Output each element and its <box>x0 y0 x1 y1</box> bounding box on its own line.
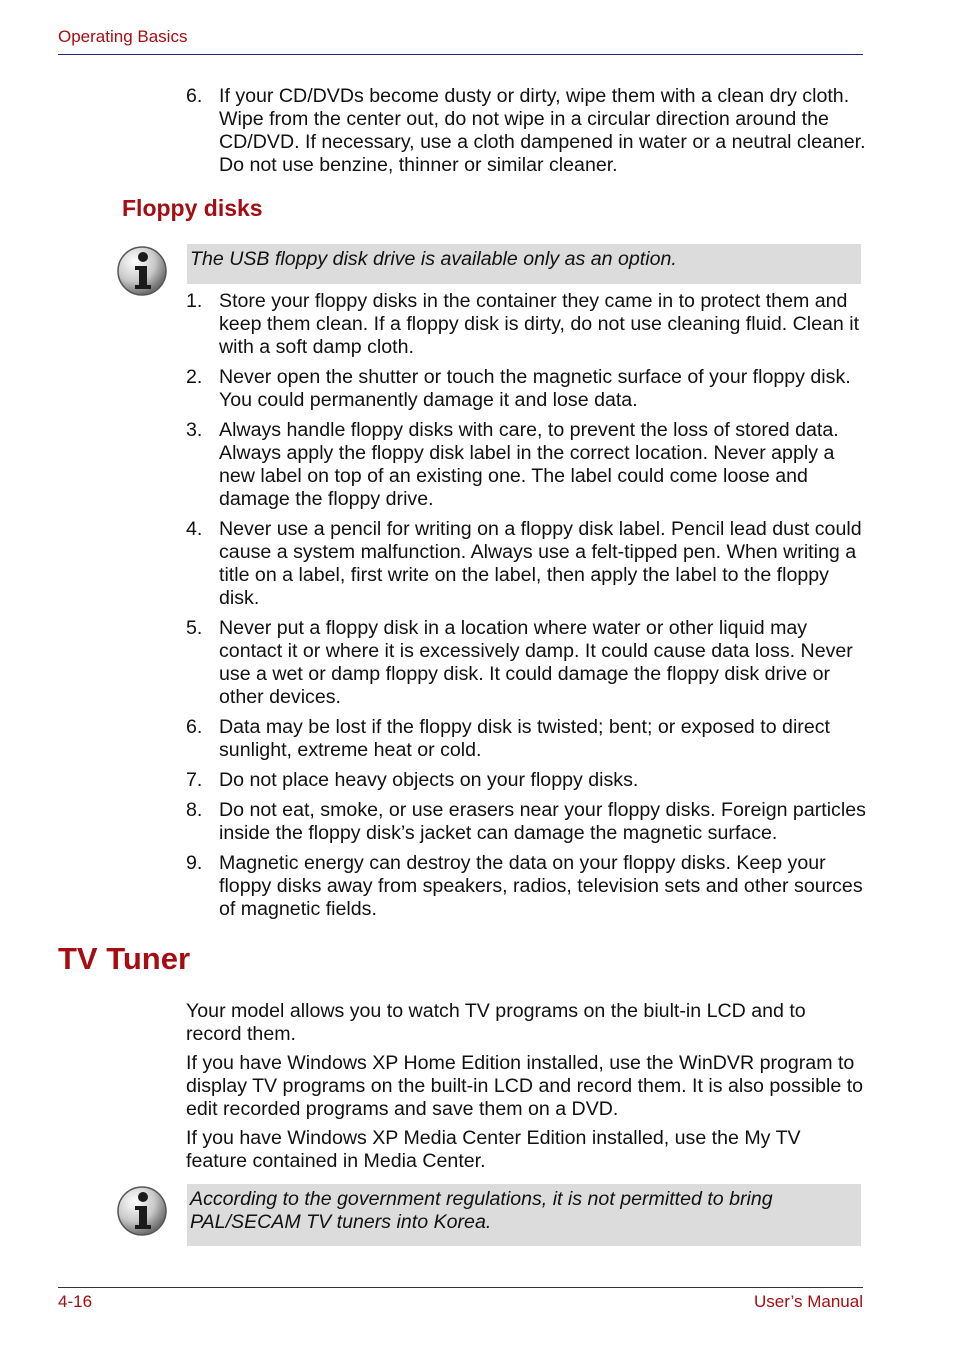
floppy-care-list <box>186 290 868 928</box>
note-text: According to the government regulations, it is not permitted to bring PAL/SECAM TV tuners into Korea. <box>190 1188 773 1233</box>
paragraph: If you have Windows XP Home Edition installed, use the WinDVR program to display TV programs on the built-in LCD and record them. It is also possible to edit recorded programs and save them on a DVD. <box>186 1052 864 1120</box>
list-number: 4. <box>186 518 203 540</box>
footer-title: User’s Manual <box>754 1292 863 1311</box>
section-heading-floppy: Floppy disks <box>122 195 263 221</box>
note-box <box>187 244 861 284</box>
list-item <box>186 617 868 709</box>
cd-care-list <box>186 85 868 184</box>
note-text: The USB floppy disk drive is available only as an option. <box>190 248 677 270</box>
list-text: Magnetic energy can destroy the data on your floppy disks. Keep your floppy disks away from speakers, radios, television sets and other sources of magnetic fields. <box>219 852 863 920</box>
list-item <box>186 852 868 921</box>
list-number: 9. <box>186 852 203 874</box>
list-text: Never open the shutter or touch the magnetic surface of your floppy disk. You could permanently damage it and lose data. <box>219 366 851 411</box>
list-text: Store your floppy disks in the container they came in to protect them and keep them clean. If a floppy disk is dirty, do not use cleaning fluid. Clean it with a soft damp cloth. <box>219 290 860 358</box>
list-item <box>186 769 868 792</box>
list-item <box>186 518 868 610</box>
paragraph: If you have Windows XP Media Center Edition installed, use the My TV feature contained in Media Center. <box>186 1127 801 1172</box>
header-rule <box>58 54 863 55</box>
list-number: 3. <box>186 419 203 441</box>
list-number: 8. <box>186 799 203 821</box>
list-text: Do not place heavy objects on your floppy disks. <box>219 769 639 791</box>
list-item <box>186 799 868 845</box>
list-text: Never put a floppy disk in a location where water or other liquid may contact it or where it is excessively damp. It could cause data loss. Never use a wet or damp floppy disk. It could damage the floppy disk drive or other devices. <box>219 617 853 708</box>
list-item <box>186 716 868 762</box>
footer-rule <box>58 1287 863 1288</box>
info-icon <box>116 245 168 297</box>
list-item <box>186 290 868 359</box>
note-box <box>187 1184 861 1246</box>
list-text: Always handle floppy disks with care, to prevent the loss of stored data. Always apply the floppy disk label in the correct location. Never apply a new label on top of an existing one. The label could come loose and damage the floppy drive. <box>219 419 839 510</box>
running-header: Operating Basics <box>58 27 188 46</box>
list-text: If your CD/DVDs become dusty or dirty, wipe them with a clean dry cloth. Wipe from the center out, do not wipe in a circular direction around the CD/DVD. If necessary, use a cloth dampened in water or a neutral cleaner. Do not use benzine, thinner or similar cleaner. <box>219 85 866 176</box>
list-text: Never use a pencil for writing on a floppy disk label. Pencil lead dust could cause a system malfunction. Always use a felt-tipped pen. When writing a title on a label, first write on the label, then apply the label to the floppy disk. <box>219 518 862 609</box>
list-item <box>186 85 868 177</box>
paragraph: Your model allows you to watch TV programs on the biult-in LCD and to record them. <box>186 1000 806 1045</box>
list-number: 6. <box>186 716 203 738</box>
list-text: Do not eat, smoke, or use erasers near your floppy disks. Foreign particles inside the floppy disk’s jacket can damage the magnetic surface. <box>219 799 866 844</box>
list-item <box>186 419 868 511</box>
list-number: 5. <box>186 617 203 639</box>
section-heading-tv-tuner: TV Tuner <box>58 941 191 976</box>
list-item <box>186 366 868 412</box>
list-number: 1. <box>186 290 203 312</box>
list-number: 2. <box>186 366 203 388</box>
list-number: 6. <box>186 85 203 107</box>
list-number: 7. <box>186 769 203 791</box>
list-text: Data may be lost if the floppy disk is twisted; bent; or exposed to direct sunlight, extreme heat or cold. <box>219 716 830 761</box>
info-icon <box>116 1185 168 1237</box>
page-number: 4-16 <box>58 1292 93 1311</box>
